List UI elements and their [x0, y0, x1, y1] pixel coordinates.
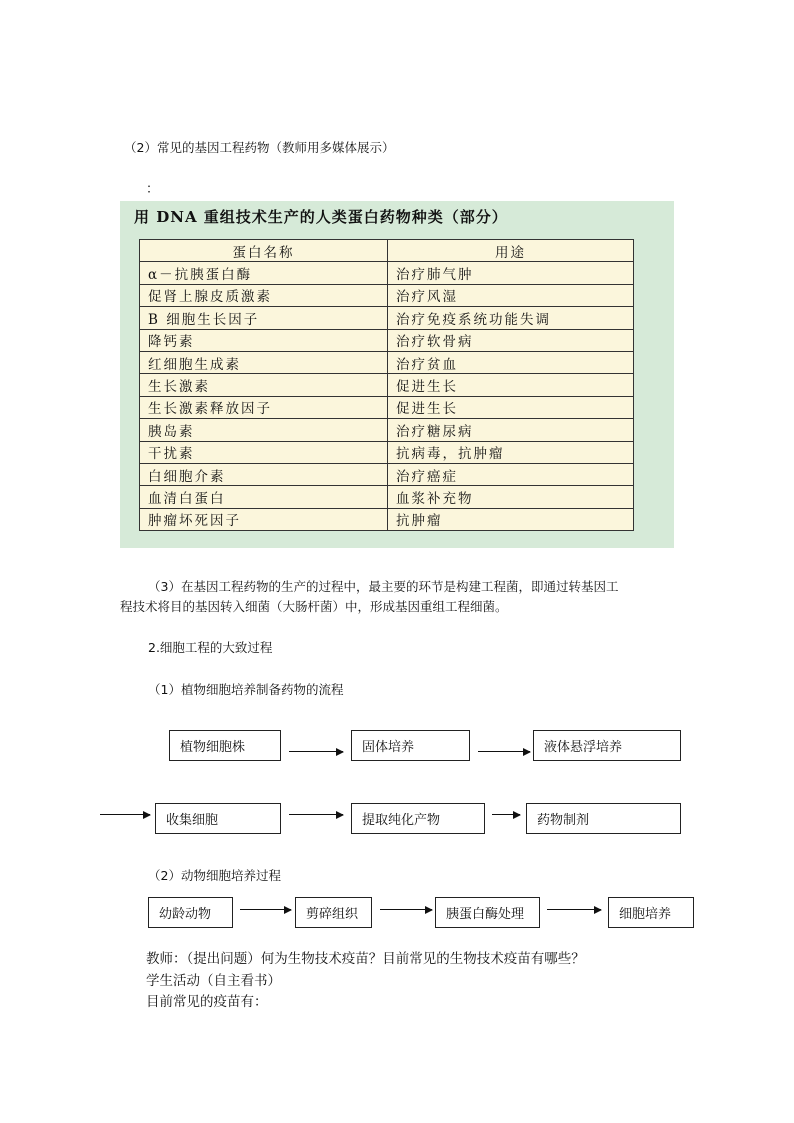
protein-use: 治疗癌症	[388, 463, 634, 485]
animal-flow-box-trypsin: 胰蛋白酶处理	[435, 897, 540, 928]
header-protein-name: 蛋白名称	[140, 240, 388, 262]
protein-use: 治疗贫血	[388, 351, 634, 373]
table-row	[140, 419, 634, 441]
table-row	[140, 441, 634, 463]
protein-use: 血浆补充物	[388, 486, 634, 508]
table-row	[140, 262, 634, 284]
protein-name: α－抗胰蛋白酶	[140, 262, 388, 284]
protein-use: 促进生长	[388, 396, 634, 418]
colon-mark: ：	[146, 182, 160, 197]
heading-cell-engineering: 2.细胞工程的大致过程	[148, 640, 273, 655]
protein-name: 干扰素	[140, 441, 388, 463]
plant-flow-box-purify: 提取纯化产物	[351, 803, 485, 834]
protein-name: 胰岛素	[140, 419, 388, 441]
flow-arrow	[289, 814, 343, 815]
flow-arrow	[380, 909, 432, 910]
plant-flow-box-liquid-culture: 液体悬浮培养	[533, 730, 681, 761]
figure-title: 用 DNA 重组技术生产的人类蛋白药物种类（部分）	[134, 208, 508, 226]
heading-animal-culture: （2）动物细胞培养过程	[148, 868, 281, 883]
protein-name: B 细胞生长因子	[140, 307, 388, 329]
student-activity: 学生活动（自主看书）	[146, 973, 281, 989]
heading-plant-culture: （1）植物细胞培养制备药物的流程	[148, 682, 344, 697]
flow-arrow	[547, 909, 601, 910]
protein-name: 生长激素释放因子	[140, 396, 388, 418]
header-use: 用途	[388, 240, 634, 262]
protein-use: 促进生长	[388, 374, 634, 396]
plant-flow-box-solid-culture: 固体培养	[351, 730, 470, 761]
protein-use: 治疗糖尿病	[388, 419, 634, 441]
protein-use: 治疗免疫系统功能失调	[388, 307, 634, 329]
paragraph-3-line-1: （3）在基因工程药物的生产的过程中，最主要的环节是构建工程菌，即通过转基因工	[148, 579, 619, 594]
animal-flow-box-mince-tissue: 剪碎组织	[295, 897, 372, 928]
protein-name: 红细胞生成素	[140, 351, 388, 373]
flow-arrow	[289, 751, 343, 752]
flow-arrow	[100, 814, 150, 815]
plant-flow-box-collect-cells: 收集细胞	[155, 803, 281, 834]
paragraph-3-line-2: 程技术将目的基因转入细菌（大肠杆菌）中，形成基因重组工程细菌。	[120, 599, 508, 614]
section-heading-drugs: （2）常见的基因工程药物（教师用多媒体展示）	[124, 140, 395, 155]
protein-use: 治疗肺气肿	[388, 262, 634, 284]
common-vaccines-line: 目前常见的疫苗有：	[146, 994, 268, 1010]
flow-arrow	[240, 909, 291, 910]
protein-use: 治疗风湿	[388, 284, 634, 306]
table-row	[140, 284, 634, 306]
animal-flow-box-cell-culture: 细胞培养	[608, 897, 694, 928]
table-header-row	[140, 240, 634, 262]
protein-name: 降钙素	[140, 329, 388, 351]
table-row	[140, 374, 634, 396]
animal-flow-box-young-animal: 幼龄动物	[148, 897, 233, 928]
plant-flow-box-cell-line: 植物细胞株	[169, 730, 281, 761]
protein-name: 肿瘤坏死因子	[140, 508, 388, 530]
teacher-question: 教师：（提出问题）何为生物技术疫苗？目前常见的生物技术疫苗有哪些？	[146, 951, 585, 967]
table-row	[140, 396, 634, 418]
table-row	[140, 307, 634, 329]
table-row	[140, 351, 634, 373]
table-row	[140, 463, 634, 485]
drug-table-figure	[120, 201, 674, 548]
protein-name: 白细胞介素	[140, 463, 388, 485]
drug-table	[139, 239, 634, 531]
protein-use: 治疗软骨病	[388, 329, 634, 351]
protein-use: 抗病毒，抗肿瘤	[388, 441, 634, 463]
protein-name: 促肾上腺皮质激素	[140, 284, 388, 306]
table-row	[140, 508, 634, 530]
plant-flow-box-formulation: 药物制剂	[526, 803, 681, 834]
flow-arrow	[478, 751, 530, 752]
flow-arrow	[492, 814, 520, 815]
protein-name: 生长激素	[140, 374, 388, 396]
protein-use: 抗肿瘤	[388, 508, 634, 530]
table-row	[140, 486, 634, 508]
table-row	[140, 329, 634, 351]
protein-name: 血清白蛋白	[140, 486, 388, 508]
